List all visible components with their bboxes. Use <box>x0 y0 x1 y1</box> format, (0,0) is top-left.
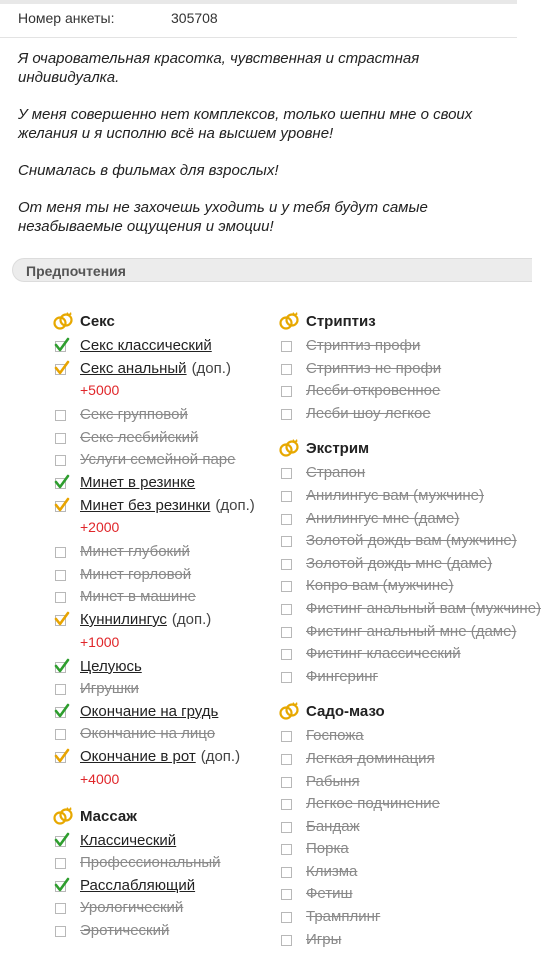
service-label: Урологический <box>80 899 184 917</box>
service-label: Эротический <box>80 921 170 939</box>
service-item <box>52 746 292 769</box>
service-label[interactable]: Целуюсь <box>80 657 142 675</box>
checkbox-empty-icon <box>281 822 292 833</box>
checkbox-empty-icon <box>55 455 66 466</box>
service-label: Фистинг классический <box>306 645 461 663</box>
service-item <box>52 723 292 746</box>
checkbox-empty-icon <box>55 570 66 581</box>
service-item <box>278 508 490 531</box>
description-paragraph: От меня ты не захочешь уходить и у тебя будут самые незабываемые ощущения и эмоции! <box>18 199 428 235</box>
service-item <box>278 621 517 644</box>
divider <box>0 37 517 38</box>
service-item <box>278 380 490 403</box>
checkbox-empty-icon <box>281 912 292 923</box>
service-item <box>52 335 292 358</box>
checkbox-empty-icon <box>281 889 292 900</box>
checkbox-checked-icon <box>55 707 66 718</box>
checkbox-checked-icon <box>55 341 66 352</box>
checkbox-empty-icon <box>281 491 292 502</box>
category-header <box>278 311 518 333</box>
checkbox-empty-icon <box>281 672 292 683</box>
service-item <box>278 598 541 621</box>
service-item <box>278 553 493 576</box>
checkbox-empty-icon <box>281 799 292 810</box>
checkbox-empty-icon <box>281 581 292 592</box>
service-item <box>278 929 490 952</box>
service-label: Порка <box>306 840 349 858</box>
service-item <box>278 575 490 598</box>
checkbox-empty-icon <box>281 731 292 742</box>
service-item <box>52 586 292 609</box>
category-title: Массаж <box>80 807 137 825</box>
category-header <box>52 806 292 828</box>
category-title: Секс <box>80 313 115 330</box>
service-label: Минет горловой <box>80 565 192 583</box>
checkbox-empty-icon <box>281 844 292 855</box>
category-header <box>278 438 518 460</box>
service-item <box>278 335 490 358</box>
service-item <box>278 403 490 426</box>
checkbox-empty-icon <box>281 341 292 352</box>
service-item <box>52 830 292 853</box>
preferences-right-column <box>278 311 541 951</box>
service-item <box>52 609 292 632</box>
service-item <box>52 678 292 701</box>
checkbox-checked-icon <box>55 881 66 892</box>
checkbox-checked-icon <box>55 752 66 763</box>
service-label: Фистинг анальный вам (мужчине) <box>306 599 541 617</box>
service-label: Золотой дождь вам (мужчине) <box>306 532 517 550</box>
service-label: Лесби откровенное <box>306 382 441 400</box>
service-label: Легкое подчинение <box>306 795 440 813</box>
service-label: Анилингус мне (даме) <box>306 509 460 527</box>
service-item <box>278 838 490 861</box>
checkbox-empty-icon <box>281 364 292 375</box>
service-label: Минет в машине <box>80 588 196 606</box>
service-item <box>52 852 292 875</box>
service-item <box>278 748 490 771</box>
checkbox-empty-icon <box>281 536 292 547</box>
checkbox-checked-icon <box>55 364 66 375</box>
service-price: +1000 <box>80 633 120 650</box>
service-item <box>52 564 292 587</box>
service-label[interactable]: Секс классический <box>80 337 212 354</box>
checkbox-empty-icon <box>281 627 292 638</box>
service-label: Секс лесбийский <box>80 428 199 446</box>
service-item <box>52 920 292 943</box>
service-item <box>52 495 292 518</box>
top-divider <box>0 0 517 4</box>
category-title: Экстрим <box>306 440 370 458</box>
rings-icon <box>278 701 300 721</box>
service-label: Бандаж <box>306 817 360 835</box>
checkbox-empty-icon <box>281 386 292 397</box>
service-label[interactable]: Расслабляющий <box>80 876 196 894</box>
service-item <box>52 472 292 495</box>
description-paragraph: Я очаровательная красотка, чувственная и страстная индивидуалка. <box>18 50 420 86</box>
checkbox-empty-icon <box>55 858 66 869</box>
service-item <box>52 449 292 472</box>
service-extra-note: (доп.) <box>200 747 241 765</box>
service-label: Клизма <box>306 862 358 880</box>
checkbox-empty-icon <box>281 935 292 946</box>
service-label: Фистинг анальный мне (даме) <box>306 622 517 640</box>
category-title: Стриптиз <box>306 313 376 330</box>
service-label: Игрушки <box>80 680 139 698</box>
service-item <box>278 725 490 748</box>
service-label: Рабыня <box>306 772 360 790</box>
profile-description <box>18 49 508 254</box>
service-label[interactable]: Окончание в рот <box>80 747 196 765</box>
service-label: Копро вам (мужчине) <box>306 577 454 595</box>
checkbox-checked-icon <box>55 836 66 847</box>
checkbox-checked-icon <box>55 662 66 673</box>
checkbox-empty-icon <box>281 514 292 525</box>
service-item <box>278 530 517 553</box>
preferences-title: Предпочтения <box>26 263 126 279</box>
service-item <box>278 462 490 485</box>
service-item <box>278 883 490 906</box>
service-label: Стриптиз профи <box>306 337 421 354</box>
category-header <box>52 311 292 333</box>
service-item <box>278 666 490 689</box>
checkbox-empty-icon <box>55 410 66 421</box>
service-label: Легкая доминация <box>306 749 435 767</box>
service-label: Анилингус вам (мужчине) <box>306 486 485 504</box>
service-label: Страпон <box>306 464 366 482</box>
service-item <box>52 358 292 381</box>
service-item <box>52 427 292 450</box>
service-label[interactable]: Окончание на грудь <box>80 702 219 720</box>
checkbox-checked-icon <box>55 501 66 512</box>
checkbox-checked-icon <box>55 478 66 489</box>
checkbox-empty-icon <box>281 867 292 878</box>
service-price: +2000 <box>80 519 120 536</box>
service-extra-note: (доп.) <box>191 359 231 377</box>
service-item <box>278 906 490 929</box>
anketa-number-value: 305708 <box>171 10 218 26</box>
service-label: Фетиш <box>306 885 353 903</box>
anketa-number-label: Номер анкеты: <box>18 10 115 26</box>
checkbox-empty-icon <box>281 777 292 788</box>
checkbox-checked-icon <box>55 615 66 626</box>
service-price: +5000 <box>80 382 120 399</box>
service-label: Госпожа <box>306 727 364 745</box>
service-item <box>52 701 292 724</box>
checkbox-empty-icon <box>281 409 292 420</box>
service-item <box>52 541 292 564</box>
rings-icon <box>278 438 300 458</box>
anketa-number-row <box>18 10 218 26</box>
service-label[interactable]: Классический <box>80 831 177 849</box>
service-label[interactable]: Куннилингус <box>80 610 167 628</box>
service-label: Лесби шоу легкое <box>306 404 431 422</box>
service-item <box>278 816 490 839</box>
service-label: Фингеринг <box>306 667 379 685</box>
service-label: Окончание на лицо <box>80 725 216 743</box>
service-item <box>52 875 292 898</box>
service-item <box>52 404 292 427</box>
service-item <box>278 771 490 794</box>
checkbox-empty-icon <box>281 649 292 660</box>
description-paragraph: У меня совершенно нет комплексов, только шепни мне о своих желания и я исполню всё на высшем уровне! <box>18 106 473 142</box>
checkbox-empty-icon <box>55 903 66 914</box>
checkbox-empty-icon <box>55 926 66 937</box>
service-label[interactable]: Минет без резинки <box>80 496 211 514</box>
service-label[interactable]: Минет в резинке <box>80 473 196 491</box>
service-label: Профессиональный <box>80 854 221 872</box>
service-label[interactable]: Секс анальный <box>80 359 187 377</box>
checkbox-empty-icon <box>55 592 66 603</box>
checkbox-empty-icon <box>281 604 292 615</box>
service-price: +4000 <box>80 770 120 787</box>
checkbox-empty-icon <box>281 468 292 479</box>
service-item <box>52 897 292 920</box>
service-item <box>278 358 490 381</box>
service-label: Трамплинг <box>306 908 381 926</box>
checkbox-empty-icon <box>55 547 66 558</box>
service-item <box>278 793 490 816</box>
service-label: Игры <box>306 930 342 948</box>
checkbox-empty-icon <box>281 754 292 765</box>
preferences-section-header <box>12 258 532 282</box>
rings-icon <box>52 311 74 331</box>
service-label: Секс групповой <box>80 406 188 424</box>
category-header <box>278 701 518 723</box>
service-item <box>52 656 292 679</box>
checkbox-empty-icon <box>281 559 292 570</box>
checkbox-empty-icon <box>55 684 66 695</box>
service-label: Услуги семейной паре <box>80 451 236 469</box>
service-label: Стриптиз не профи <box>306 359 442 377</box>
description-paragraph: Снималась в фильмах для взрослых! <box>18 162 279 179</box>
category-title: Садо-мазо <box>306 703 385 721</box>
service-extra-note: (доп.) <box>171 610 212 628</box>
preferences-left-column <box>52 311 292 942</box>
service-item <box>278 643 490 666</box>
service-item <box>278 485 490 508</box>
rings-icon <box>278 311 300 331</box>
service-label: Минет глубокий <box>80 543 190 561</box>
checkbox-empty-icon <box>55 729 66 740</box>
service-label: Золотой дождь мне (даме) <box>306 554 493 572</box>
checkbox-empty-icon <box>55 433 66 444</box>
rings-icon <box>52 806 74 826</box>
service-extra-note: (доп.) <box>215 496 255 514</box>
service-item <box>278 861 490 884</box>
